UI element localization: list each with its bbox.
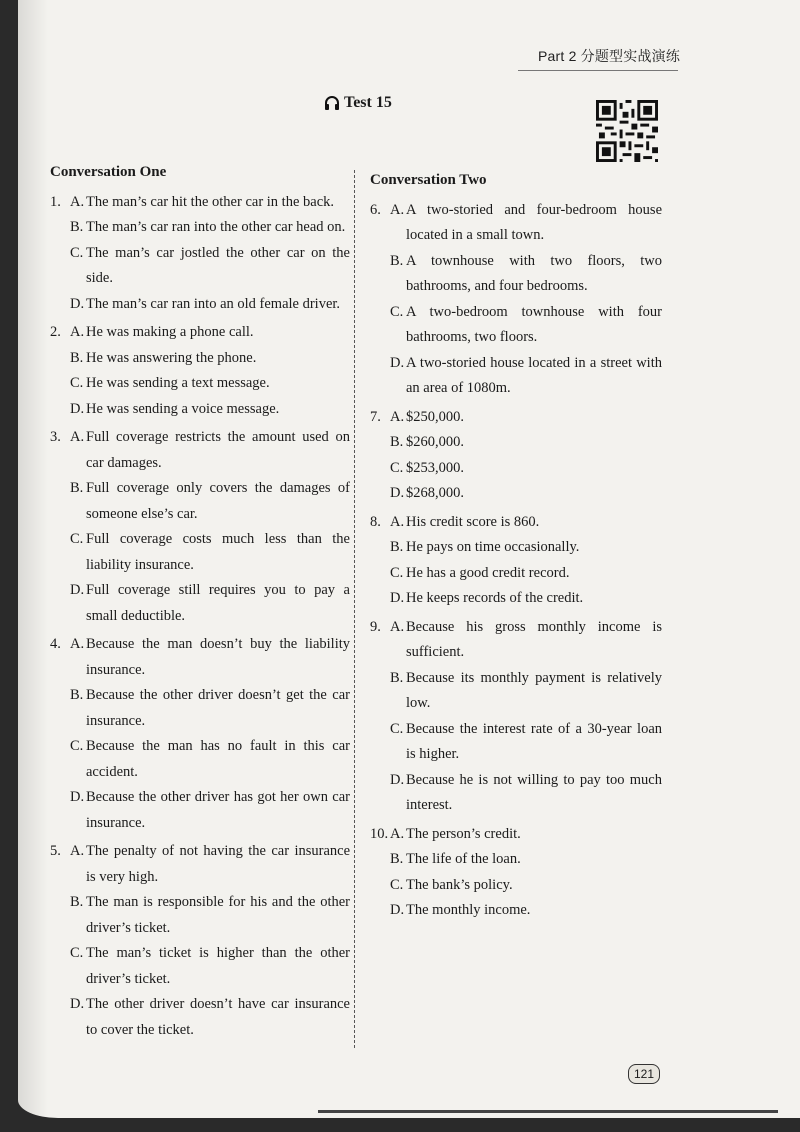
- option-letter: D.: [70, 400, 85, 417]
- option-text: The bank’s policy.: [406, 876, 513, 893]
- test-title: [324, 94, 392, 112]
- option-letter: B.: [70, 219, 84, 235]
- option-letter: A.: [70, 843, 85, 859]
- option-b: [390, 249, 662, 300]
- option-d: [390, 586, 662, 612]
- options-list: [390, 198, 662, 402]
- option-c: [70, 941, 350, 992]
- question-number: 4.: [50, 636, 61, 652]
- option-text: Because the other driver doesn’t get the car insurance.: [86, 687, 350, 729]
- question-6: [370, 198, 662, 402]
- question-number: 9.: [370, 618, 381, 635]
- option-a: [390, 405, 662, 431]
- option-letter: A.: [390, 513, 405, 530]
- option-letter: B.: [390, 539, 404, 555]
- option-letter: B.: [70, 480, 84, 496]
- option-letter: D.: [390, 902, 405, 918]
- option-a: [390, 615, 662, 666]
- option-text: The life of the loan.: [406, 851, 521, 867]
- option-text: He was answering the phone.: [86, 349, 257, 366]
- option-letter: A.: [390, 618, 405, 635]
- option-a: [70, 425, 350, 476]
- option-letter: C.: [390, 459, 404, 476]
- option-b: [390, 430, 662, 456]
- option-d: [70, 292, 350, 318]
- question-number: 3.: [50, 429, 61, 445]
- page-shadow: [18, 0, 48, 1118]
- option-text: The man is responsible for his and the other driver’s ticket.: [86, 894, 350, 936]
- option-text: A townhouse with two floors, two bathrooms, and four bedrooms.: [406, 252, 662, 294]
- option-b: [70, 346, 350, 372]
- option-text: Because the other driver has got her own car insurance.: [86, 789, 350, 831]
- option-letter: A.: [70, 636, 85, 652]
- option-d: [70, 397, 350, 423]
- options-list: [390, 822, 662, 924]
- running-header: Part 2 分题型实战演练: [538, 48, 681, 64]
- option-text: The penalty of not having the car insurance is very high.: [86, 843, 350, 885]
- option-letter: B.: [390, 252, 404, 269]
- option-text: He was sending a voice message.: [86, 400, 280, 417]
- option-b: [70, 215, 350, 241]
- option-d: [390, 768, 662, 819]
- option-c: [390, 561, 662, 587]
- option-text: A two-bedroom townhouse with four bathrooms, two floors.: [406, 303, 662, 345]
- option-letter: C.: [390, 876, 404, 893]
- option-b: [70, 890, 350, 941]
- option-letter: D.: [390, 771, 405, 788]
- option-letter: C.: [70, 531, 84, 547]
- option-letter: C.: [390, 564, 404, 581]
- option-text: He has a good credit record.: [406, 564, 570, 581]
- option-a: [390, 510, 662, 536]
- option-text: Because the interest rate of a 30-year loan is higher.: [406, 720, 662, 762]
- question-number: 6.: [370, 201, 381, 218]
- column-divider: [354, 170, 355, 1048]
- option-b: [70, 476, 350, 527]
- option-d: [390, 481, 662, 507]
- option-letter: D.: [390, 354, 405, 371]
- question-number: 8.: [370, 513, 381, 530]
- option-letter: B.: [70, 349, 84, 366]
- book-page: [18, 0, 800, 1118]
- option-a: [390, 822, 662, 848]
- option-letter: A.: [70, 429, 85, 445]
- option-text: His credit score is 860.: [406, 513, 540, 530]
- option-letter: C.: [390, 720, 404, 737]
- option-a: [70, 632, 350, 683]
- option-text: Because its monthly payment is relatively low.: [406, 669, 662, 711]
- page-number: 121: [628, 1064, 660, 1084]
- option-c: [70, 734, 350, 785]
- option-text: Full coverage only covers the damages of someone else’s car.: [86, 480, 350, 522]
- option-letter: B.: [70, 894, 84, 910]
- conversation-one-column: [50, 160, 350, 1046]
- option-letter: D.: [70, 996, 85, 1012]
- option-text: $268,000.: [406, 485, 464, 501]
- option-text: Full coverage restricts the amount used on car damages.: [86, 429, 350, 471]
- options-list: [390, 405, 662, 507]
- option-text: The man’s car hit the other car in the back.: [86, 193, 335, 210]
- option-a: [70, 839, 350, 890]
- option-text: He was making a phone call.: [86, 324, 254, 340]
- question-3: [50, 425, 350, 629]
- option-c: [70, 241, 350, 292]
- option-text: $260,000.: [406, 434, 464, 450]
- question-number: 1.: [50, 193, 61, 210]
- option-text: Because the man has no fault in this car accident.: [86, 738, 350, 780]
- option-text: The person’s credit.: [406, 825, 521, 842]
- question-7: [370, 405, 662, 507]
- option-letter: D.: [390, 485, 405, 501]
- option-a: [390, 198, 662, 249]
- option-letter: D.: [390, 590, 405, 606]
- option-text: $250,000.: [406, 408, 464, 425]
- option-text: The man’s car jostled the other car on the side.: [86, 244, 350, 286]
- question-number: 5.: [50, 843, 61, 859]
- question-4: [50, 632, 350, 836]
- option-letter: A.: [390, 201, 405, 218]
- option-c: [390, 873, 662, 899]
- option-c: [390, 456, 662, 482]
- conversation-two-column: [370, 168, 662, 927]
- option-b: [70, 683, 350, 734]
- headphones-icon: [324, 95, 340, 111]
- option-c: [70, 371, 350, 397]
- options-list: [390, 510, 662, 612]
- options-list: [70, 190, 350, 318]
- option-text: A two-storied house located in a street with an area of 1080m.: [406, 354, 662, 396]
- question-number: 2.: [50, 324, 61, 340]
- question-9: [370, 615, 662, 819]
- option-letter: C.: [70, 738, 84, 754]
- option-c: [390, 300, 662, 351]
- option-text: The other driver doesn’t have car insurance to cover the ticket.: [86, 996, 350, 1038]
- option-letter: B.: [390, 669, 404, 686]
- option-c: [390, 717, 662, 768]
- option-letter: B.: [390, 434, 404, 450]
- option-c: [70, 527, 350, 578]
- test-title-text: Test 15: [344, 94, 392, 111]
- option-letter: D.: [70, 582, 85, 598]
- option-text: Full coverage still requires you to pay a small deductible.: [86, 582, 350, 624]
- option-text: A two-storied and four-bedroom house located in a small town.: [406, 201, 662, 243]
- option-text: The man’s car ran into an old female driver.: [86, 295, 341, 312]
- option-text: The man’s car ran into the other car head on.: [86, 219, 346, 235]
- option-letter: C.: [70, 945, 84, 961]
- option-letter: C.: [70, 375, 84, 391]
- question-number: 10.: [370, 825, 389, 842]
- option-text: Because he is not willing to pay too much interest.: [406, 771, 662, 813]
- question-number: 7.: [370, 408, 381, 425]
- options-list: [70, 839, 350, 1043]
- option-b: [390, 535, 662, 561]
- option-letter: D.: [70, 789, 85, 805]
- option-text: He pays on time occasionally.: [406, 539, 580, 555]
- option-letter: B.: [390, 851, 404, 867]
- option-d: [70, 578, 350, 629]
- options-list: [70, 320, 350, 422]
- option-text: Because his gross monthly income is sufficient.: [406, 618, 662, 660]
- options-list: [70, 632, 350, 836]
- options-list: [70, 425, 350, 629]
- option-letter: B.: [70, 687, 84, 703]
- question-10: [370, 822, 662, 924]
- option-letter: A.: [70, 324, 85, 340]
- option-letter: A.: [390, 825, 405, 842]
- option-letter: A.: [390, 408, 405, 425]
- question-5: [50, 839, 350, 1043]
- option-b: [390, 847, 662, 873]
- option-text: He keeps records of the credit.: [406, 590, 584, 606]
- option-letter: C.: [70, 244, 84, 261]
- header-rule: [518, 70, 678, 71]
- option-letter: C.: [390, 303, 404, 320]
- option-a: [70, 190, 350, 216]
- option-text: The man’s ticket is higher than the other driver’s ticket.: [86, 945, 350, 987]
- option-d: [390, 898, 662, 924]
- option-letter: D.: [70, 295, 85, 312]
- option-text: The monthly income.: [406, 902, 531, 918]
- options-list: [390, 615, 662, 819]
- option-letter: A.: [70, 193, 85, 210]
- option-text: Full coverage costs much less than the liability insurance.: [86, 531, 350, 573]
- option-text: Because the man doesn’t buy the liability insurance.: [86, 636, 350, 678]
- option-b: [390, 666, 662, 717]
- option-text: He was sending a text message.: [86, 375, 270, 391]
- section-title: Conversation Two: [370, 172, 487, 188]
- option-d: [70, 785, 350, 836]
- qr-code-icon: [596, 100, 658, 162]
- section-title: Conversation One: [50, 164, 167, 180]
- option-text: $253,000.: [406, 459, 464, 476]
- option-d: [390, 351, 662, 402]
- option-d: [70, 992, 350, 1043]
- footer-rule: [318, 1110, 778, 1113]
- question-8: [370, 510, 662, 612]
- question-2: [50, 320, 350, 422]
- question-1: [50, 190, 350, 318]
- option-a: [70, 320, 350, 346]
